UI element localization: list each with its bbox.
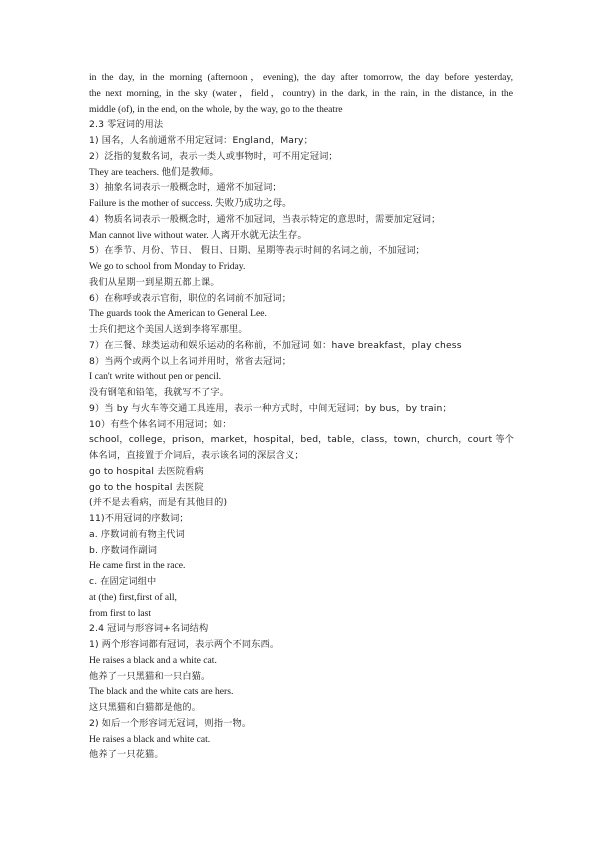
section-heading: 2.4 冠词与形容词+名词结构 bbox=[89, 623, 209, 635]
example-line: go to the hospital 去医院 bbox=[89, 481, 204, 493]
example-line: The black and the white cats are hers. bbox=[89, 686, 234, 698]
text-line: 体名词，直接置于介词后，表示该名词的深层含义； bbox=[89, 450, 304, 461]
example-line: go to hospital 去医院看病 bbox=[89, 465, 204, 477]
example-line: at (the) first,first of all, bbox=[89, 591, 177, 603]
example-line: He raises a black and white cat. bbox=[89, 733, 211, 745]
example-line: I can't write without pen or pencil. bbox=[89, 371, 222, 383]
text-line: a. 序数词前有物主代词 bbox=[89, 528, 185, 540]
text-line: in the day, in the morning (afternoon，evening), the day after tomorrow, the day before yesterday, bbox=[89, 72, 513, 83]
document-page bbox=[89, 70, 513, 763]
text-line: 7）在三餐、球类运动和娱乐运动的名称前，不加冠词 如：have breakfast，play chess bbox=[89, 339, 462, 351]
text-line: 6）在称呼或表示官衔，职位的名词前不加冠词； bbox=[89, 292, 292, 304]
translation-line: 没有钢笔和铅笔，我就写不了字。 bbox=[89, 387, 230, 398]
section-heading: 2.3 零冠词的用法 bbox=[89, 119, 164, 131]
translation-line: 我们从星期一到星期五都上课。 bbox=[89, 276, 220, 288]
text-line: 11)不用冠词的序数词； bbox=[89, 513, 189, 524]
example-line: We go to school from Monday to Friday. bbox=[89, 261, 246, 272]
text-line: 3）抽象名词表示一般概念时，通常不加冠词； bbox=[89, 182, 282, 194]
text-line: b. 序数词作副词 bbox=[89, 544, 158, 556]
text-line: 4）物质名词表示一般概念时，通常不加冠词，当表示特定的意思时，需要加定冠词； bbox=[89, 213, 441, 225]
text-line: 5）在季节、月份、节日、 假日、日期、星期等表示时间的名词之前，不加冠词； bbox=[89, 245, 425, 257]
example-line: The guards took the American to General Lee. bbox=[89, 308, 267, 320]
text-line: 10）有些个体名词不用冠词；如： bbox=[89, 418, 232, 430]
example-line: Failure is the mother of success. 失败乃成功之母。 bbox=[89, 198, 292, 209]
translation-line: 他养了一只黑猫和一只白猫。 bbox=[89, 670, 211, 682]
text-line: middle (of), in the end, on the whole, by the way, go to the theatre bbox=[89, 103, 343, 115]
translation-line: 士兵们把这个美国人送到李将军那里。 bbox=[89, 324, 248, 335]
example-line: Man cannot live without water. 人离开水就无法生存。 bbox=[89, 229, 307, 241]
text-line: 8）当两个或两个以上名词并用时，常省去冠词； bbox=[89, 355, 292, 367]
text-line: 1) 两个形容词都有冠词，表示两个不同东西。 bbox=[89, 639, 280, 650]
example-line: from first to last bbox=[89, 607, 152, 619]
text-line: 9）当 by 与火车等交通工具连用，表示一种方式时，中间无冠词；by bus，by train； bbox=[89, 402, 452, 414]
text-line: school，college，prison，market，hospital，bed，table，class，town，church，court 等个 bbox=[89, 434, 515, 446]
text-line: 1) 国名，人名前通常不用定冠词：England，Mary； bbox=[89, 135, 313, 146]
text-line: 2）泛指的复数名词，表示一类人或事物时，可不用定冠词； bbox=[89, 150, 338, 162]
text-line: c. 在固定词组中 bbox=[89, 576, 157, 587]
text-line: 2) 如后一个形容词无冠词，则指一物。 bbox=[89, 717, 252, 729]
example-line: He came first in the race. bbox=[89, 560, 186, 572]
example-line: They are teachers. 他们是教师。 bbox=[89, 166, 220, 178]
text-line: the next morning, in the sky (water，field，country) in the dark, in the rain, in the distance, in the bbox=[89, 87, 513, 99]
translation-line: 这只黑猫和白猫都是他的。 bbox=[89, 702, 202, 713]
translation-line: 他养了一只花猫。 bbox=[89, 749, 164, 761]
example-line: He raises a black and a white cat. bbox=[89, 654, 217, 666]
translation-line: (并不是去看病，而是有其他目的) bbox=[89, 497, 228, 509]
